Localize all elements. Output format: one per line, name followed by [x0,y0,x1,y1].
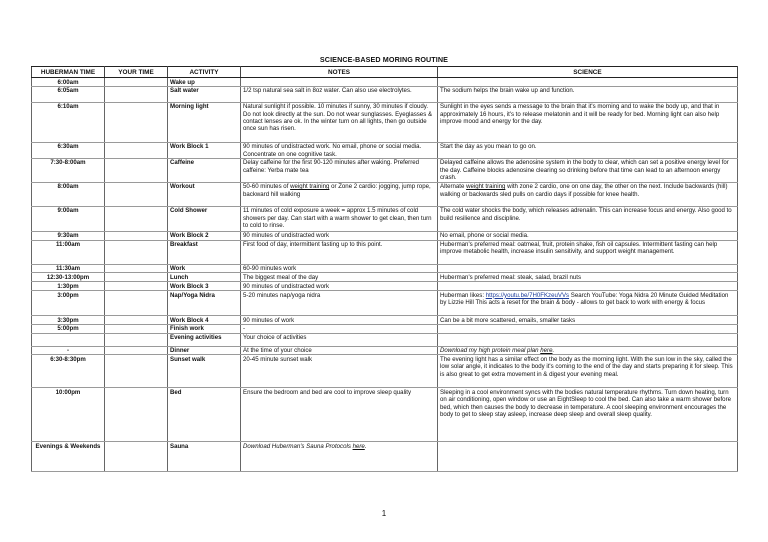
science-text: Download my high protein meal plan [440,347,541,355]
time-cell: 8:00am [32,182,105,206]
science-text: Alternate [440,183,467,191]
science-cell: Can be a bit more scattered, emails, smaller tasks [438,316,738,325]
time-cell [32,333,105,346]
time-cell: 3:00pm [32,291,105,316]
table-row [32,388,738,442]
table-row [32,264,738,273]
time-cell: 6:05am [32,86,105,102]
activity-cell: Caffeine [168,158,241,182]
time-cell: 11:00am [32,240,105,264]
notes-cell: 90 minutes of undistracted work [241,282,438,291]
table-row [32,346,738,355]
your-time-cell[interactable] [105,282,168,291]
notes-text: . [364,442,367,450]
notes-cell: At the time of your choice [241,346,438,355]
time-cell: 1:30pm [32,282,105,291]
time-cell: 6:10am [32,102,105,142]
science-cell: Huberman's preferred meal: oatmeal, fruit, protein shake, fish oil capsules. Intermittent fasting can help improve metabolic health, increase insulin sensitivity, and support weight management. [438,240,738,264]
activity-cell: Nap/Yoga Nidra [168,291,241,316]
activity-cell: Bed [168,388,241,442]
activity-cell: Work [168,264,241,273]
your-time-cell[interactable] [105,333,168,346]
time-cell: 7:30-8:00am [32,158,105,182]
notes-cell: Ensure the bedroom and bed are cool to improve sleep quality [241,388,438,442]
notes-cell: - [241,324,438,333]
your-time-cell[interactable] [105,231,168,240]
your-time-cell[interactable] [105,158,168,182]
your-time-cell[interactable] [105,78,168,87]
your-time-cell[interactable] [105,388,168,442]
weight-training-link[interactable]: weight training [466,183,506,191]
document-title: SCIENCE-BASED MORING ROUTINE [319,55,449,64]
science-cell [438,182,738,206]
table-row [32,291,738,316]
table-row [32,206,738,231]
table-row [32,282,738,291]
notes-cell: Your choice of activities [241,333,438,346]
your-time-cell[interactable] [105,142,168,158]
table-row [32,355,738,388]
header-science: SCIENCE [438,67,738,78]
your-time-cell[interactable] [105,316,168,325]
your-time-cell[interactable] [105,273,168,282]
notes-cell [241,442,438,472]
activity-cell: Sauna [168,442,241,472]
header-your-time: YOUR TIME [105,67,168,78]
activity-cell: Sunset walk [168,355,241,388]
your-time-cell[interactable] [105,442,168,472]
science-text: with zone 2 cardio, one on one day, the other on the next. Include backwards (hill) walking or backwards sled pulls on cardio days if possible for knee health. [440,183,728,198]
notes-cell: Natural sunlight if possible. 10 minutes if sunny, 30 minutes if cloudy. Do not look directly at the sun. Do not wear sunglasses. Eyeglasses & contact lenses are ok. In the winter turn on all lights, then go outside once sun has risen. [241,102,438,142]
table-row [32,78,738,87]
your-time-cell[interactable] [105,102,168,142]
science-cell: The sodium helps the brain wake up and function. [438,86,738,102]
activity-cell: Salt water [168,86,241,102]
activity-cell: Work Block 3 [168,282,241,291]
activity-cell: Work Block 4 [168,316,241,325]
notes-text: 50-60 minutes of [243,183,291,191]
science-cell: Delayed caffeine allows the adenosine system in the body to clear, which can set a positive energy level for the day. Caffeine blocks adenosine clearing so drinking before that time can lead to an afternoon energy crash. [438,158,738,182]
your-time-cell[interactable] [105,355,168,388]
activity-cell: Morning light [168,102,241,142]
science-cell: The cold water shocks the body, which releases adrenalin. This can increase focus and energy. Also good to build resilience and discipline. [438,206,738,231]
table-row [32,86,738,102]
science-cell [438,346,738,355]
time-cell: 11:30am [32,264,105,273]
header-row [32,67,738,78]
activity-cell: Wake up [168,78,241,87]
table-row [32,102,738,142]
science-cell [438,264,738,273]
time-cell: 10:00pm [32,388,105,442]
activity-cell: Work Block 1 [168,142,241,158]
time-cell: 12:30-13:00pm [32,273,105,282]
table-row [32,442,738,472]
weight-training-link[interactable]: weight training [290,183,330,191]
table-row [32,333,738,346]
science-cell: The evening light has a similar effect on the body as the morning light. With the sun low in the sky, called the low solar angle, it indicates to the body it's coming to the end of the day and starts preparing it for sleep. This is also great to get extra movement in & digest your evening meal. [438,355,738,388]
notes-cell: 90 minutes of undistracted work [241,231,438,240]
notes-cell: Delay caffeine for the first 90-120 minutes after waking. Preferred caffeine: Yerba mate tea [241,158,438,182]
table-row [32,231,738,240]
header-notes: NOTES [241,67,438,78]
sauna-protocols-link[interactable]: here [352,442,365,450]
activity-cell: Breakfast [168,240,241,264]
notes-cell: 5-20 minutes nap/yoga nidra [241,291,438,316]
your-time-cell[interactable] [105,291,168,316]
your-time-cell[interactable] [105,206,168,231]
science-text: . [552,347,555,355]
activity-cell: Evening activities [168,333,241,346]
science-cell: No email, phone or social media. [438,231,738,240]
your-time-cell[interactable] [105,346,168,355]
science-cell [438,282,738,291]
activity-cell: Dinner [168,346,241,355]
notes-cell: 90 minutes of work [241,316,438,325]
table-row [32,182,738,206]
page-number: 1 [381,509,387,518]
header-activity: ACTIVITY [168,67,241,78]
notes-cell: 1/2 tsp natural sea salt in 8oz water. Can also use electrolytes. [241,86,438,102]
time-cell: 6:00am [32,78,105,87]
time-cell: 6:30am [32,142,105,158]
science-cell: Sleeping in a cool environment syncs with the bodies natural temperature rhythms. Turn down heating, turn on air conditioning, open window or use an EightSleep to cool the bed. Can also take a warm shower before bed, which then causes the body to decrease in temperature. A cool sleeping environment encourages the body to get to sleep stay asleep, increase deep sleep and overall sleep quality. [438,388,738,442]
science-cell [438,324,738,333]
notes-text: Download Huberman's Sauna Protocols [243,442,353,450]
table-row [32,142,738,158]
time-cell: 3:30pm [32,316,105,325]
your-time-cell[interactable] [105,86,168,102]
table-row [32,273,738,282]
activity-cell: Work Block 2 [168,231,241,240]
science-cell [438,333,738,346]
time-cell: 6:30-8:30pm [32,355,105,388]
notes-cell [241,78,438,87]
science-text: Huberman likes: [440,291,486,299]
activity-cell: Lunch [168,273,241,282]
science-cell [438,291,738,316]
time-cell: 5:00pm [32,324,105,333]
notes-cell [241,182,438,206]
notes-text: or Zone 2 cardio: jogging, jump rope, backward hill walking [243,183,431,198]
time-cell: - [32,346,105,355]
routine-table [31,66,738,472]
activity-cell: Workout [168,182,241,206]
notes-cell: 60-90 minutes work [241,264,438,273]
table-row [32,158,738,182]
notes-cell: 20-45 minute sunset walk [241,355,438,388]
activity-cell: Finish work [168,324,241,333]
notes-cell: 90 minutes of undistracted work. No email, phone or social media. Concentrate on one cognitive task. [241,142,438,158]
science-cell [438,78,738,87]
time-cell: 9:30am [32,231,105,240]
your-time-cell[interactable] [105,264,168,273]
table-row [32,324,738,333]
science-cell: Sunlight in the eyes sends a message to the brain that it's morning and to wake the body up, and that in approximately 16 hours, it's to release melatonin and it will be ready for bed. Morning light can also help improve mood and energy for the day. [438,102,738,142]
time-cell: Evenings & Weekends [32,442,105,472]
your-time-cell[interactable] [105,324,168,333]
header-huberman-time: HUBERMAN TIME [32,67,105,78]
table-row [32,316,738,325]
notes-cell: 11 minutes of cold exposure a week = approx 1.5 minutes of cold showers per day. Can start with a warm shower to get clean, then turn to cold to rinse. [241,206,438,231]
notes-cell: First food of day, intermittent fasting up to this point. [241,240,438,264]
time-cell: 9:00am [32,206,105,231]
notes-cell: The biggest meal of the day [241,273,438,282]
your-time-cell[interactable] [105,240,168,264]
science-cell: Huberman's preferred meal: steak, salad, brazil nuts [438,273,738,282]
table-row [32,240,738,264]
science-cell: Start the day as you mean to go on. [438,142,738,158]
meal-plan-link[interactable]: here [540,347,553,355]
your-time-cell[interactable] [105,182,168,206]
youtube-link[interactable]: https://youtu.be/7H0FKzeuVVs [485,291,570,299]
activity-cell: Cold Shower [168,206,241,231]
science-text: Search YouTube: Yoga Nidra 20 Minute Guided Meditation by Lizzie Hill This acts a reset for the brain & body - allows to get back to work with energy & focus [440,291,729,306]
science-cell [438,442,738,472]
